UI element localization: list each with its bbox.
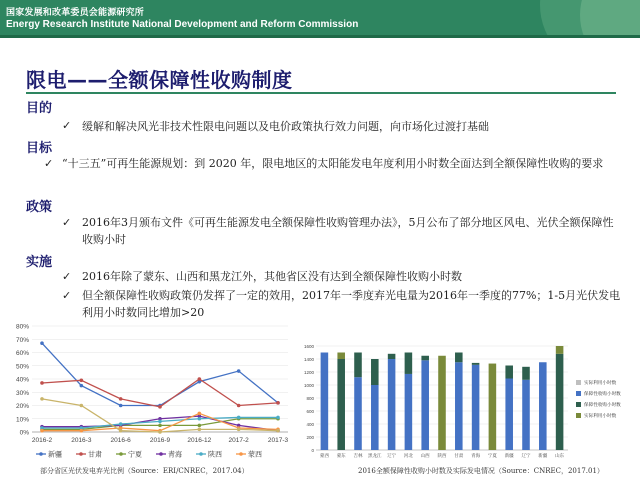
x-tick-label: 河北	[403, 453, 413, 458]
data-point	[40, 397, 44, 401]
header-banner	[0, 0, 640, 38]
bullet-text: 缓解和解决风光非技术性限电问题以及电价政策执行效力问题，向市场化过渡打基础	[82, 120, 489, 133]
y-tick-label: 80%	[15, 323, 29, 331]
x-tick-label: 2016-3	[71, 437, 92, 444]
data-point	[198, 417, 202, 421]
section-heading-implementation: 实施	[26, 255, 53, 270]
legend-label: 实际利用小时数	[584, 380, 617, 385]
bar-segment-top	[337, 353, 345, 360]
bar-segment	[522, 380, 530, 450]
legend-label: 保障性收购小时数	[584, 391, 621, 396]
bar-chart-svg	[298, 340, 638, 462]
data-point	[198, 428, 202, 432]
legend-label: 陕西	[208, 451, 222, 459]
x-tick-label: 2016-2	[31, 437, 53, 444]
data-point	[119, 429, 123, 433]
section-heading-policy: 政策	[26, 200, 53, 215]
data-point	[80, 384, 84, 388]
data-point	[276, 429, 280, 433]
check-icon: ✓	[62, 271, 72, 283]
data-point	[80, 379, 84, 383]
legend-label: 实际利用小时数	[584, 413, 617, 418]
data-point	[119, 422, 123, 426]
legend-swatch	[576, 413, 581, 418]
bar-segment	[505, 379, 513, 451]
data-point	[237, 428, 241, 432]
x-tick-label: 山东	[555, 453, 565, 458]
bar-segment-top	[522, 367, 530, 380]
bar-segment-top	[371, 359, 379, 385]
legend-label: 新疆	[48, 451, 62, 459]
y-tick-label: 30%	[15, 389, 29, 397]
curtailment-line-chart	[6, 320, 296, 465]
bar-segment	[371, 385, 379, 450]
bar-segment	[438, 356, 446, 450]
x-tick-label: 黑龙江	[368, 453, 382, 458]
data-point	[40, 381, 44, 385]
bullet-text: “十三五”可再生能源规划：到 2020 年，限电地区的太阳能发电年度利用小时数全面达到全额保障性收购的要求	[62, 157, 604, 170]
data-point	[276, 416, 280, 420]
legend-swatch	[576, 380, 581, 385]
x-tick-label: 蒙西	[319, 453, 329, 458]
bar-segment-top	[556, 346, 564, 354]
bar-segment-top	[455, 353, 463, 363]
bar-segment	[388, 359, 396, 450]
data-point	[119, 397, 123, 401]
legend-label: 宁夏	[128, 451, 142, 459]
legend-marker	[159, 452, 163, 456]
x-tick-label: 宁夏	[487, 453, 497, 458]
y-tick-label: 20%	[15, 403, 29, 410]
y-tick-label: 60%	[15, 350, 29, 357]
y-tick-label: 200	[306, 435, 314, 440]
data-point	[80, 404, 84, 408]
data-point	[119, 404, 123, 408]
x-tick-label: 新疆	[538, 453, 548, 458]
y-tick-label: 10%	[15, 416, 29, 424]
bar-segment-top	[472, 363, 480, 365]
right-chart-caption: 2016全额保障性收购小时数及实际发电情况（Source：CNREC，2017.01）	[358, 467, 604, 475]
x-tick-label: 陕西	[437, 453, 447, 458]
bar-segment	[472, 365, 480, 450]
bar-segment-top	[421, 356, 429, 361]
left-chart-caption: 部分省区光伏发电弃光比例（Source：ERI/CNREC，2017.04）	[40, 467, 249, 475]
bar-segment	[405, 374, 413, 450]
section-heading-goal: 目标	[26, 141, 53, 156]
y-tick-label: 800	[306, 396, 314, 401]
x-tick-label: 2017-2	[228, 437, 249, 444]
org-name-en: Energy Research Institute National Development and Reform Commission	[6, 19, 359, 30]
line-chart-svg	[6, 320, 296, 465]
x-tick-label: 2016-9	[149, 437, 171, 444]
x-tick-label: 2016-12	[187, 437, 212, 444]
bullet-text: 2016年除了蒙东、山西和黑龙江外，其他省区没有达到全额保障性收购小时数	[82, 270, 462, 283]
check-icon: ✓	[62, 217, 72, 229]
check-icon: ✓	[44, 158, 54, 170]
bar-segment	[354, 377, 362, 450]
legend-label: 蒙西	[248, 451, 262, 459]
data-point	[158, 430, 162, 434]
check-icon: ✓	[62, 290, 72, 302]
y-tick-label: 1000	[303, 383, 314, 388]
y-tick-label: 70%	[15, 336, 29, 344]
org-name-cn: 国家发展和改革委员会能源研究所	[6, 7, 145, 17]
x-tick-label: 山西	[420, 453, 430, 458]
bar-segment	[337, 359, 345, 450]
legend-swatch	[576, 402, 581, 407]
legend-marker	[119, 452, 123, 456]
x-tick-label: 2016-6	[110, 437, 131, 444]
y-tick-label: 1200	[303, 370, 314, 375]
legend-label: 保障性收购小时数	[584, 402, 621, 407]
y-tick-label: 1600	[303, 344, 314, 349]
y-tick-label: 600	[306, 409, 314, 414]
section-heading-purpose: 目的	[26, 101, 53, 116]
y-tick-label: 50%	[15, 363, 29, 371]
legend-marker	[239, 452, 243, 456]
legend-swatch	[576, 391, 581, 396]
legend-marker	[199, 452, 203, 456]
data-point	[198, 424, 202, 428]
title-divider	[26, 92, 616, 94]
series-line	[42, 379, 278, 407]
x-tick-label: 2017-3	[267, 437, 289, 444]
data-point	[40, 341, 44, 345]
data-point	[80, 429, 84, 433]
data-point	[276, 401, 280, 405]
legend-marker	[39, 452, 43, 456]
bar-segment-top	[505, 366, 513, 379]
x-tick-label: 蒙东	[336, 453, 346, 458]
guaranteed-hours-bar-chart	[298, 340, 638, 462]
bar-segment-top	[388, 354, 396, 359]
y-tick-label: 0	[311, 448, 314, 453]
bar-segment	[321, 353, 329, 451]
data-point	[158, 405, 162, 409]
bullet-text: 但全额保障性收购政策仍发挥了一定的效用，2017年一季度弃光电量为2016年一季度的77%；1-5月光伏发电利用小时数同比增加>20	[82, 289, 621, 319]
legend-marker	[79, 452, 83, 456]
x-tick-label: 吉林	[353, 453, 363, 458]
legend-label: 青海	[168, 451, 182, 459]
bar-segment	[421, 360, 429, 450]
data-point	[198, 377, 202, 381]
y-tick-label: 0%	[19, 429, 29, 437]
y-tick-label: 40%	[15, 376, 29, 384]
data-point	[237, 404, 241, 408]
bullet-text: 2016年3月颁布文件《可再生能源发电全额保障性收购管理办法》，5月公布了部分地区风电、光伏全额保障性收购小时	[82, 216, 614, 246]
header-stripe	[0, 35, 640, 38]
bar-segment	[489, 364, 497, 450]
data-point	[158, 424, 162, 428]
bar-segment-top	[354, 353, 362, 378]
y-tick-label: 1400	[303, 357, 314, 362]
bar-segment	[556, 354, 564, 450]
y-tick-label: 400	[306, 422, 314, 427]
header-decoration	[580, 0, 640, 38]
x-tick-label: 辽宁	[521, 453, 531, 458]
x-tick-label: 青海	[471, 453, 481, 458]
data-point	[40, 429, 44, 433]
slide-title: 限电——全额保障性收购制度	[26, 68, 293, 92]
data-point	[237, 416, 241, 420]
bar-segment	[455, 362, 463, 450]
x-tick-label: 辽宁	[387, 453, 397, 458]
check-icon: ✓	[62, 120, 72, 132]
bar-segment	[539, 362, 547, 450]
data-point	[237, 369, 241, 373]
x-tick-label: 新疆	[504, 453, 514, 458]
legend-label: 甘肃	[88, 451, 102, 459]
data-point	[158, 420, 162, 424]
bar-segment-top	[405, 353, 413, 374]
x-tick-label: 甘肃	[454, 453, 464, 458]
data-point	[198, 412, 202, 416]
